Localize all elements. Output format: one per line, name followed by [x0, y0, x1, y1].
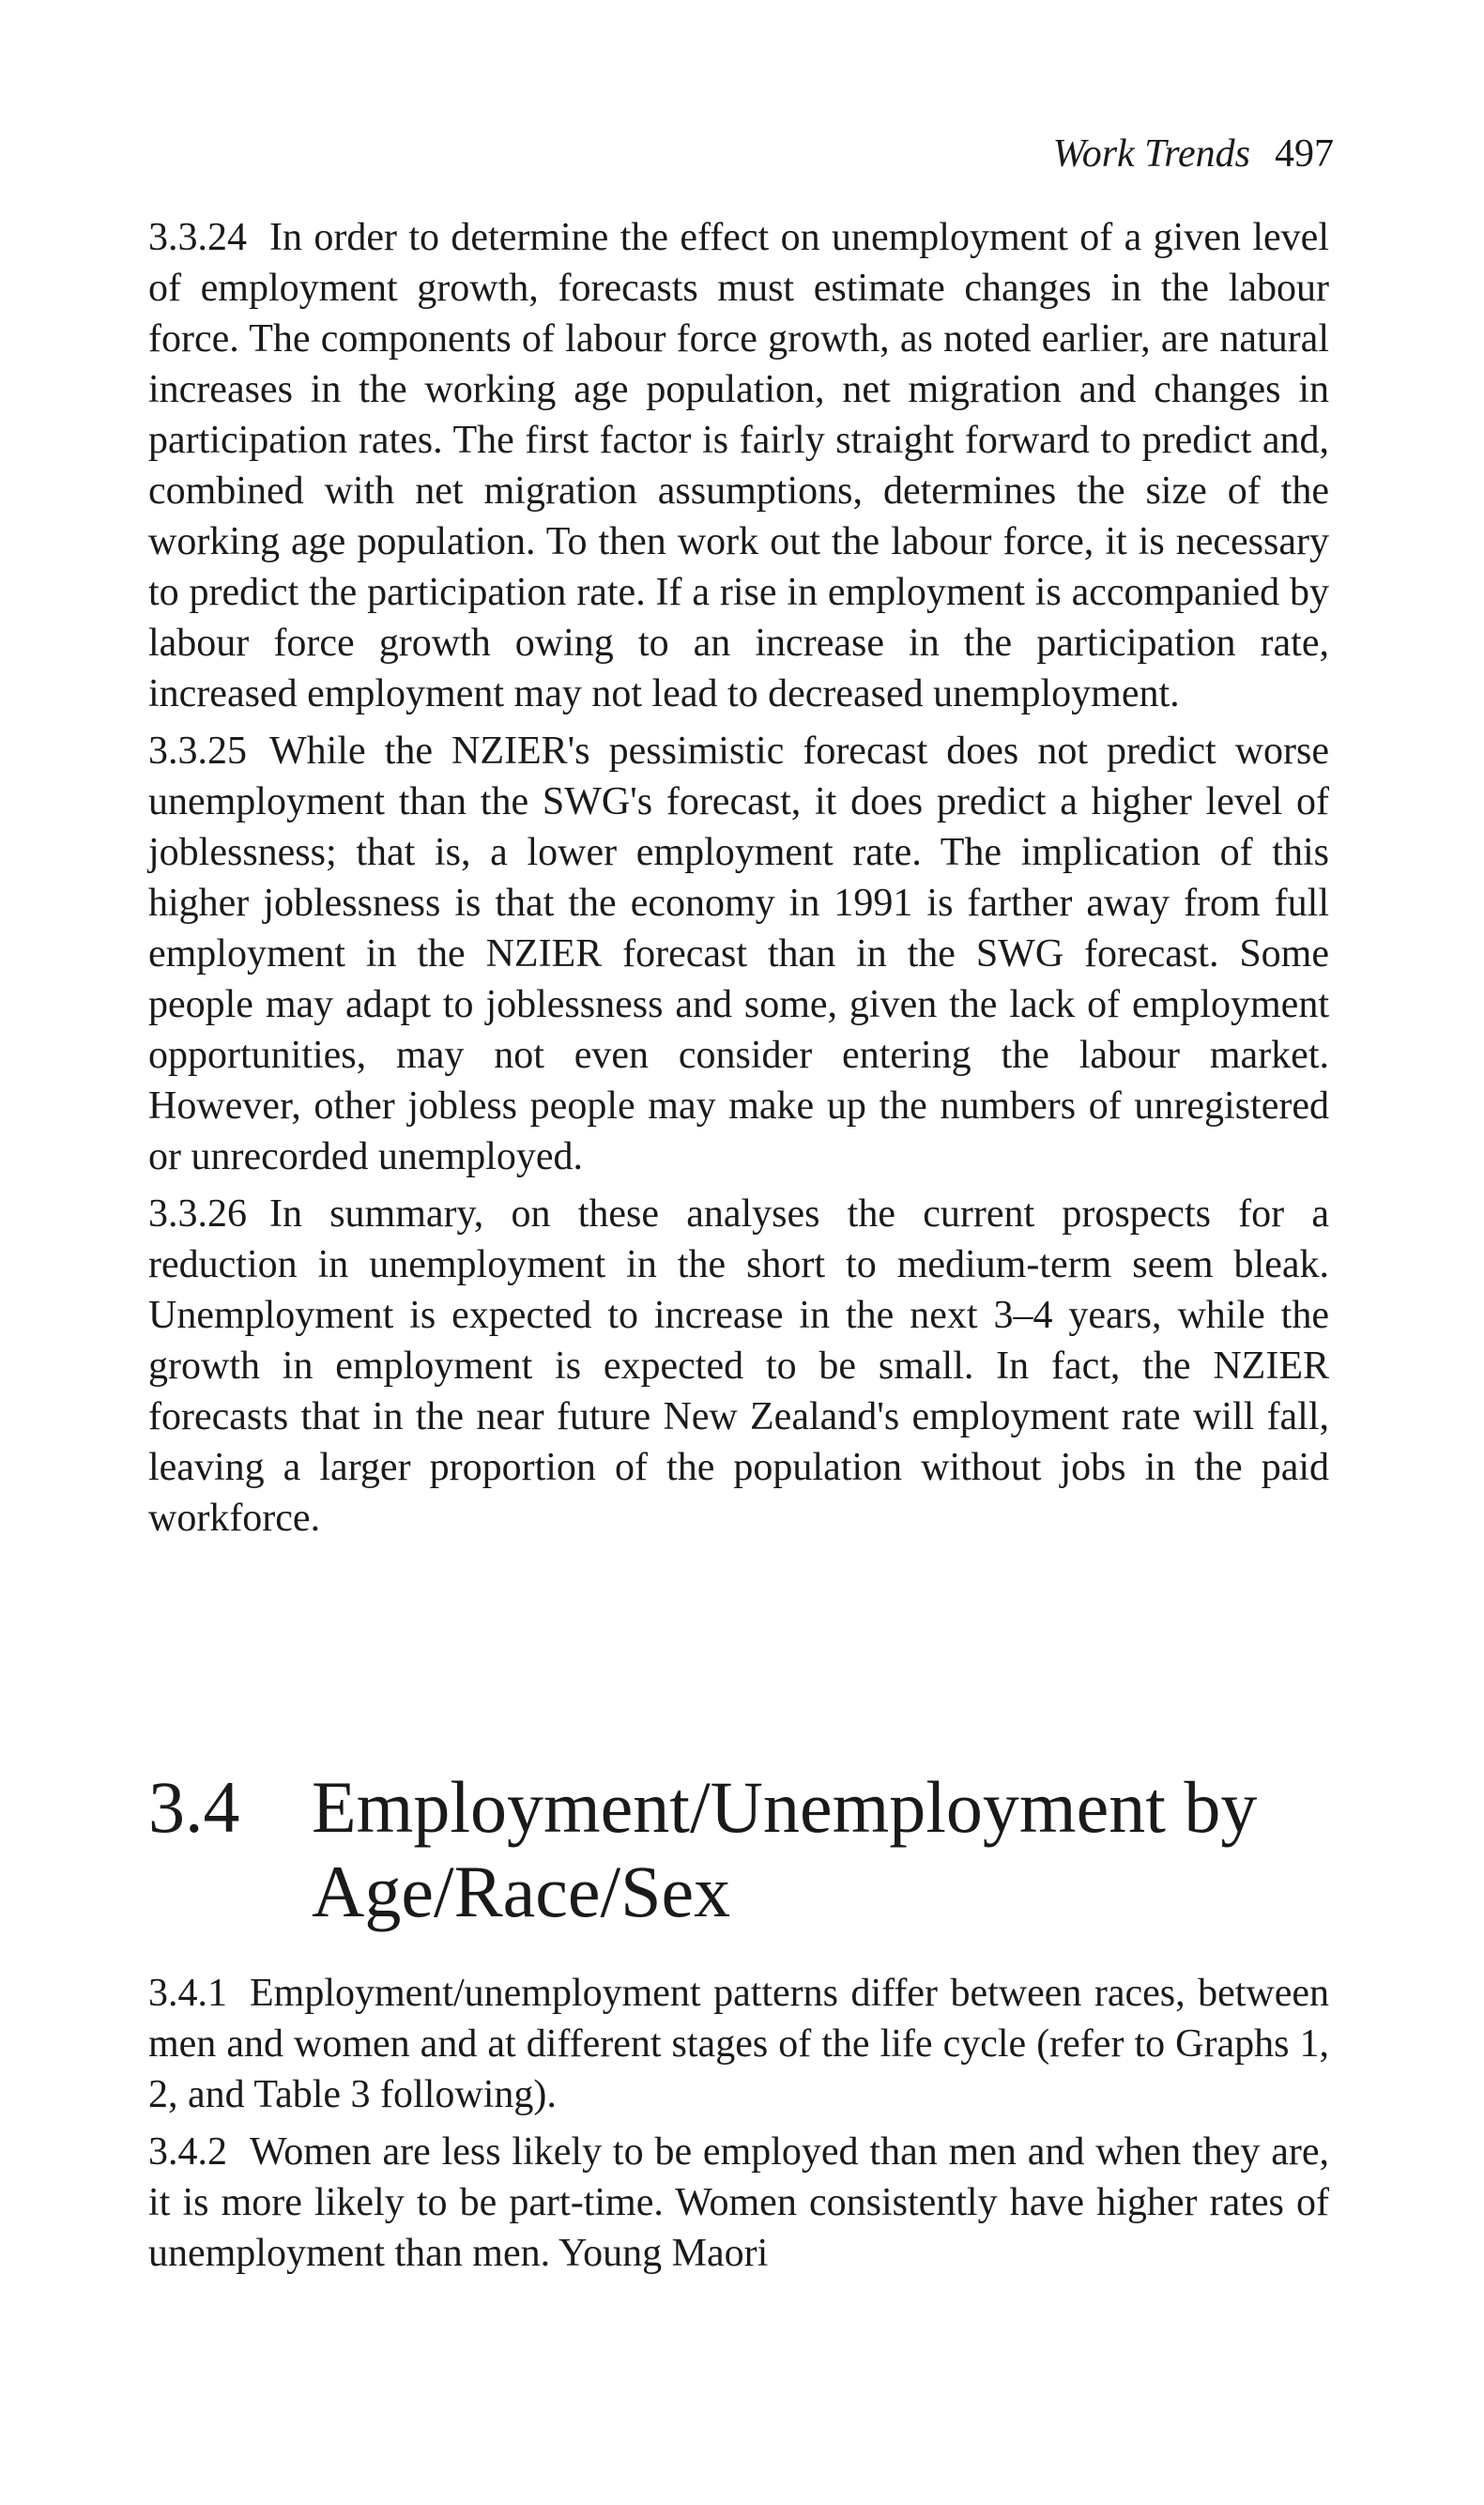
running-head-title: Work Trends [1052, 132, 1250, 176]
section-heading [148, 1765, 1329, 1934]
running-head [1053, 130, 1334, 178]
body-text-top [148, 212, 1329, 1550]
paragraph-text: In order to determine the effect on unemployment of a given level of employment growth, forecasts must estimate changes in the labour force. The components of labour force growth, as noted earlier, are natural increases in the working age population, net migration and changes in participation rates. The first factor is fairly straight forward to predict and, combined with net migration assumptions, determines the size of the working age population. To then work out the labour force, it is necessary to predict the participation rate. If a rise in employment is accompanied by labour force growth owing to an increase in the participation rate, increased employment may not lead to decreased unemployment. [148, 216, 1329, 715]
section-number: 3.4 [148, 1766, 240, 1848]
section-title-line-1: Employment/Unemployment by [312, 1766, 1258, 1848]
section-title-line-2: Age/Race/Sex [312, 1851, 731, 1932]
paragraph-text: In summary, on these analyses the current prospects for a reduction in unemployment in the short to medium-term seem bleak. Unemployment is expected to increase in the next 3–4 years, while the growth in employment is expected to be small. In fact, the NZIER forecasts that in the near future New Zealand's employment rate will fall, leaving a larger proportion of the population without jobs in the paid workforce. [148, 1192, 1329, 1540]
paragraph-text: Women are less likely to be employed than men and when they are, it is more likely to be part-time. Women consistently have higher rates of unemployment than men. Young Maori [148, 2130, 1329, 2275]
paragraph-3-4-2 [148, 2127, 1329, 2279]
paragraph-number: 3.3.26 [148, 1192, 247, 1236]
section-title [312, 1765, 1329, 1934]
paragraph-3-3-25 [148, 726, 1329, 1182]
paragraph-number: 3.4.2 [148, 2130, 227, 2174]
paragraph-3-3-26 [148, 1189, 1329, 1544]
paragraph-text: While the NZIER's pessimistic forecast does not predict worse unemployment than the SWG's forecast, it does predict a higher level of joblessness; that is, a lower employment rate. The implication of this higher joblessness is that the economy in 1991 is farther away from full employment in the NZIER forecast than in the SWG forecast. Some people may adapt to joblessness and some, given the lack of employment opportunities, may not even consider entering the labour market. However, other jobless people may make up the numbers of unregistered or unrecorded unemployed. [148, 730, 1329, 1178]
paragraph-number: 3.3.25 [148, 730, 247, 773]
paragraph-3-4-1 [148, 1968, 1329, 2120]
page-number: 497 [1275, 132, 1334, 176]
paragraph-number: 3.3.24 [148, 216, 247, 259]
paragraph-3-3-24 [148, 212, 1329, 719]
paragraph-number: 3.4.1 [148, 1972, 227, 2015]
paragraph-text: Employment/unemployment patterns differ between races, between men and women and at different stages of the life cycle (refer to Graphs 1, 2, and Table 3 following). [148, 1972, 1329, 2116]
body-text-bottom [148, 1968, 1329, 2285]
